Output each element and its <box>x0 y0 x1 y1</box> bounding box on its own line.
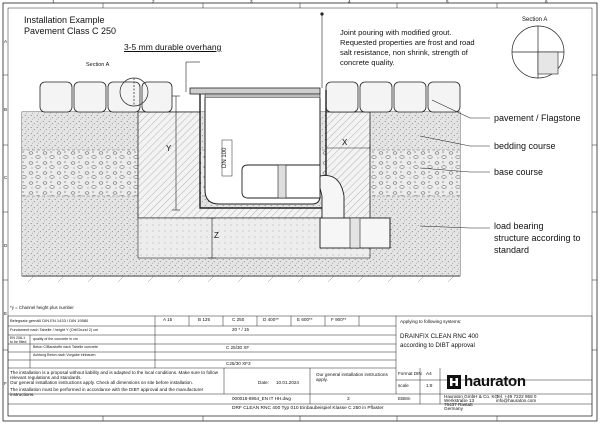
scale-value: 1:8 <box>426 383 433 388</box>
label-pavement: pavement / Flagstone <box>494 113 581 123</box>
company-address-3: 76437 Rastatt <box>444 402 473 407</box>
note-a: The installation is a proposal without liability and is adapted to the local conditions. Make sure to follow relevant regulations and standards. <box>10 370 219 381</box>
date-value: 10.01.2024 <box>276 380 299 385</box>
overhang-note: 3-5 mm durable overhang <box>124 42 222 52</box>
class-e600: E 600** <box>297 317 313 322</box>
joint-note-line1: Joint pouring with modified grout. <box>340 28 452 37</box>
company-contact-1: Tel. +49 7222 958 0 <box>496 394 537 399</box>
row-letter: B <box>4 107 8 112</box>
general-note: Our general installation instructions apply. <box>316 372 388 383</box>
dim-z: Z <box>214 231 219 240</box>
row3-desc: quality of the concrete in cm <box>33 337 78 341</box>
row5-value: C25/30 XF3 <box>226 361 251 366</box>
label-load-bearing-2: structure according to <box>494 233 581 243</box>
footnote: *y = Channel height plus number <box>10 305 74 310</box>
col-number: 3 <box>250 0 253 4</box>
description: DRF CLEAN RNC 400 Typ 010 Einbaubeispiel Klasse C 250 in Pflaster <box>232 406 384 411</box>
col-number: 4 <box>348 0 351 4</box>
label-bedding: bedding course <box>494 141 556 151</box>
row4-value: C 25/30 XF <box>226 345 250 350</box>
edition: EB8m <box>398 396 411 401</box>
label-load-bearing-3: standard <box>494 245 530 255</box>
label-load-bearing-1: load bearing <box>494 221 544 231</box>
section-a-label-small: Section A <box>86 62 110 68</box>
class-row-label: Belegsatz gemäß DIN EN 1433 / DIN 19580 <box>10 318 89 323</box>
joint-note-line3: salt resistance, non shrink, strength of <box>340 48 468 57</box>
ground-hatch <box>28 276 454 282</box>
class-d400: D 400** <box>263 317 279 322</box>
row-letter: F <box>4 381 7 386</box>
row-letter: C <box>4 175 8 180</box>
company-address-4: Germany <box>444 406 463 411</box>
drawing-title-line2: Pavement Class C 250 <box>24 26 117 36</box>
section-a-label-big: Section A <box>522 17 548 23</box>
col-number: 5 <box>446 0 449 4</box>
grate-frame <box>190 88 320 94</box>
joint-note-line4: concrete quality. <box>340 58 395 67</box>
label-base: base course <box>494 167 544 177</box>
pavers-left <box>40 82 172 112</box>
pavers-right <box>326 82 460 112</box>
col-number: 2 <box>152 0 155 4</box>
class-c250: C 250 <box>232 317 245 322</box>
grate <box>205 94 320 98</box>
row-letter: E <box>4 311 8 316</box>
dim-x: X <box>342 138 348 147</box>
product-line2: according to DIBT approval <box>400 342 475 349</box>
hauraton-logo-text: hauraton <box>464 373 526 390</box>
row2-label: Fundament nach Tabelle / height Y (Ort/Grund 2) cm <box>10 328 99 332</box>
dim-pipe: DN 100 <box>222 147 228 168</box>
col-number: 6 <box>545 0 548 4</box>
row3-label-a: EN 206-1 <box>10 336 26 340</box>
row-letter: A <box>4 39 8 44</box>
file-value: 000018-8954_EN IT HH.dwg <box>232 396 291 401</box>
dim-y: Y <box>166 144 172 153</box>
class-f900: F 900** <box>331 317 347 322</box>
sheet-no: 3 <box>347 396 350 401</box>
applying-header: Applying to following systems: <box>400 319 462 324</box>
joint-note-line2: Requested properties are frost and road <box>340 38 475 47</box>
row-letter: D <box>4 243 8 248</box>
format-value: A4 <box>426 371 432 376</box>
row2-value: 20 * / 15 <box>232 327 250 332</box>
company-address-1: Hauraton GmbH & Co. KG <box>444 394 499 399</box>
format-label: Format DIN <box>398 371 422 376</box>
class-a15: A 15 <box>163 317 173 322</box>
scale-label: scale <box>398 383 409 388</box>
note-b: Our general installation instructions apply. Check all dimensions on site before installation. <box>10 380 193 385</box>
company-contact-2: info@hauraton.com <box>496 398 537 403</box>
product-line1: DRAINFIX CLEAN RNC 400 <box>400 333 479 340</box>
hauraton-logo-mark <box>447 375 461 389</box>
company-address-2: Werkstraße 13 <box>444 398 475 403</box>
note-c: The installation must be performed in accordance with the DIBT approval and the manufacturer instructions. <box>10 387 204 398</box>
row3-label-b: to be filled <box>10 340 27 344</box>
date-label: Date: <box>258 380 269 385</box>
row4-desc: Beton C/Baustoffe nach Tabelle concrete <box>33 345 98 349</box>
row5-desc: Achtung Beton nach Vorgabe einbauen <box>33 353 96 357</box>
col-number: 1 <box>52 0 55 4</box>
class-b125: B 125 <box>198 317 211 322</box>
drawing-title-line1: Installation Example <box>24 15 105 25</box>
